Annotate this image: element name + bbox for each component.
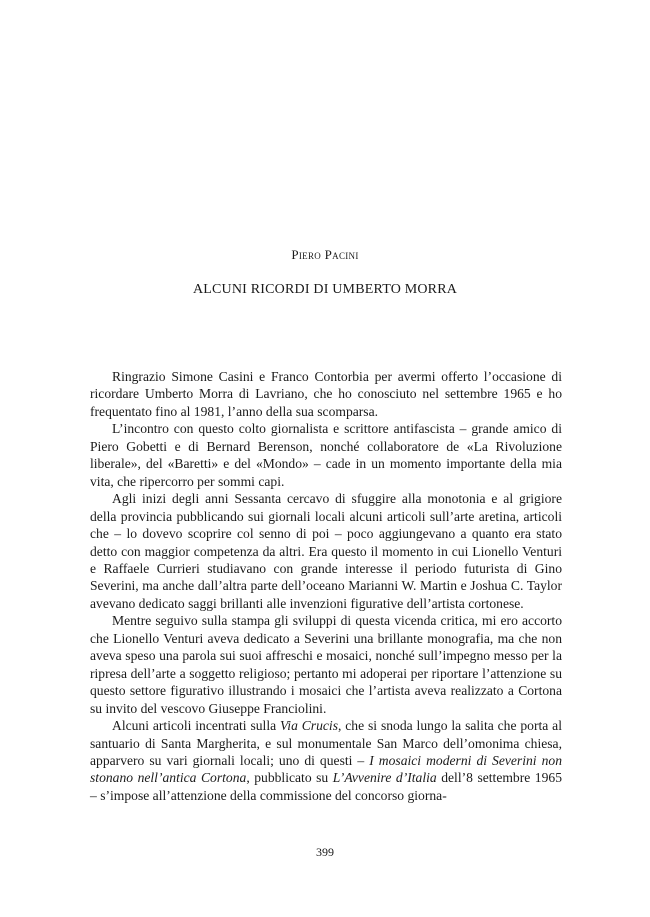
body-paragraph xyxy=(90,420,562,490)
article-title: ALCUNI RICORDI DI UMBERTO MORRA xyxy=(192,282,458,297)
text-run: Mentre seguivo sulla stampa gli sviluppi di questa vicenda critica, mi ero accorto che Lionello Venturi aveva dedicato a Severini una brillante monografia, ma che non aveva speso una parola sui suoi affreschi e mosaici, nonché sull’impegno messo per la ripresa dell’arte a soggetto religioso; pertanto mi adoperai per riportare l’attenzione su questo settore figurativo illustrando i mosaici che l’artista aveva realizzato a Cortona su invito del vescovo Giuseppe Franciolini. xyxy=(90,613,562,716)
body-paragraph xyxy=(90,612,562,717)
text-run: dell’8 settembre 1965 – s’impose all’attenzione della commissione del concorso giorna- xyxy=(90,770,562,803)
text-run: L’incontro con questo colto giornalista e scrittore antifascista – grande amico di Piero Gobetti e di Bernard Berenson, nonché collaboratore de «La Rivoluzione liberale», del «Baretti» e del «Mondo» – cade in un momento importante della mia vita, che ripercorro per sommi capi. xyxy=(90,421,562,489)
italic-text: L’Avvenire d’Italia xyxy=(332,770,437,786)
text-run: , pubblicato su xyxy=(246,770,333,786)
text-run: , che si snoda lungo la salita che porta al santuario di Santa Margherita, e sul monumentale San Marco dell’omonima chiesa, apparvero su vari giornali locali; uno di questi – xyxy=(90,718,562,768)
text-run: Ringrazio Simone Casini e Franco Contorbia per avermi offerto l’occasione di ricordare Umberto Morra di Lavriano, che ho conosciuto nel settembre 1965 e ho frequentato fino al 1981, l’anno della sua scomparsa. xyxy=(90,369,562,419)
page-number: 399 xyxy=(316,845,334,859)
author-name: Piero Pacini xyxy=(291,247,359,262)
body-paragraph xyxy=(90,717,562,804)
article-body xyxy=(90,368,562,804)
italic-text: Via Crucis xyxy=(280,718,338,734)
body-paragraph xyxy=(90,490,562,612)
italic-text: I mosaici moderni di Severini non stonano nell’antica Cortona xyxy=(90,752,562,786)
text-run: Agli inizi degli anni Sessanta cercavo di sfuggire alla monotonia e al grigiore della provincia pubblicando sui giornali locali alcuni articoli sull’arte aretina, articoli che – lo dovevo scoprire col senno di poi – poco aggiungevano a quanto era stato detto con maggior competenza da altri. Era questo il momento in cui Lionello Venturi e Raffaele Currieri studiavano con grande interesse il periodo futurista di Gino Severini, ma anche dall’altra parte dell’oceano Marianni W. Martin e Joshua C. Taylor avevano dedicato saggi brillanti alle invenzioni figurative dell’artista cortonese. xyxy=(90,491,562,611)
body-paragraph xyxy=(90,368,562,420)
text-run: Alcuni articoli incentrati sulla xyxy=(112,718,280,734)
